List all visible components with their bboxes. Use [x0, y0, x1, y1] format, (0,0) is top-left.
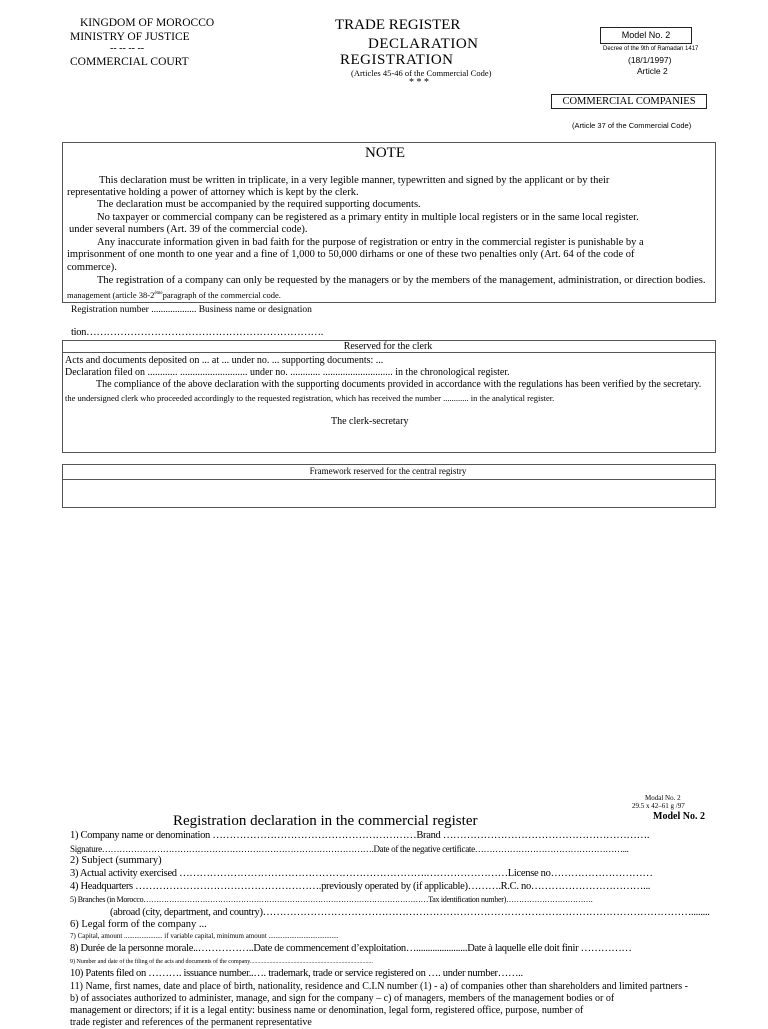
note-line: representative holding a power of attorney which is kept by the clerk. [67, 187, 359, 198]
form-line: management or directors; if it is a legal entity: business name or denomination, legal form, registered office, purpose, number of [70, 1005, 584, 1016]
note-superscript: ème [154, 291, 163, 296]
note-line-management [67, 288, 281, 301]
clerk-line: the undersigned clerk who proceeded accordingly to the requested registration, which has received the number ............ in the analytical register. [65, 393, 555, 403]
title-declaration: DECLARATION [368, 36, 479, 52]
header-separator: -- -- -- -- [110, 43, 145, 54]
clerk-line: Declaration filed on ............ ........................... under no. ............ ............................ in the chronological register. [65, 367, 510, 378]
header-kingdom: KINGDOM OF MOROCCO [80, 17, 215, 29]
form-line: 11) Name, first names, date and place of birth, nationality, residence and C.I.N number (1) - a) of companies other than shareholders and limited partners - [70, 981, 688, 992]
article-2: Article 2 [637, 66, 668, 76]
clerk-line: Acts and documents deposited on ... at ... under no. ... supporting documents: ... [65, 355, 384, 366]
note-management-text: management (article 38-2 [67, 289, 155, 300]
title-trade-register: TRADE REGISTER [335, 17, 461, 33]
note-paragraph-text: paragraph of the commercial code. [162, 289, 281, 300]
note-line: Any inaccurate information given in bad faith for the purpose of registration or entry in the commercial register is punishable by a [97, 237, 644, 248]
form-line: 2) Subject (summary) [70, 855, 162, 866]
form-line: 1) Company name or denomination ……………………………………………………Brand ……………………………………………………. [70, 830, 650, 841]
note-title: NOTE [365, 145, 405, 161]
note-line: The registration of a company can only be requested by the managers or by the members of the management, administration, or direction bodies. [97, 275, 706, 286]
header-court: COMMERCIAL COURT [70, 56, 189, 68]
decree-date: (18/1/1997) [628, 55, 672, 65]
form-line: 5) Branches (in Morocco…………………………………………………………………………………………………Tax identification number)……………………………. [70, 895, 593, 904]
page2-model-bold: Model No. 2 [653, 811, 705, 822]
note-line: This declaration must be written in triplicate, in a very legible manner, typewritten and signed by the applicant or by their [99, 175, 610, 186]
registration-number-line: Registration number ................... Business name or designation [71, 305, 312, 315]
form-line: 10) Patents filed on ………. issuance number..…. trademark, trade or service registered on …. under number…….. [70, 968, 523, 979]
form-line: 7) Capital, amount ...................... if variable capital, minimum amount ........................................ [70, 932, 339, 940]
registration-continuation-line: tion……………………………………………………………. [71, 327, 324, 338]
clerk-line: The compliance of the above declaration with the supporting documents provided in accordance with the regulations has been verified by the secretary. [96, 379, 702, 390]
form-line: Signature………………………………………………………………………………….Date of the negative certificate……………………………………………... [70, 844, 629, 854]
note-line: under several numbers (Art. 39 of the commercial code). [69, 224, 308, 235]
note-line: imprisonment of one month to one year and a fine of 1,000 to 50,000 dirhams or one of these two penalties only (Art. 64 of the code of [67, 249, 635, 260]
form-line: b) of associates authorized to administer, manage, and sign for the company – c) of managers, members of the management bodies or of [70, 993, 615, 1004]
title-registration: REGISTRATION [340, 52, 454, 68]
form-line: 8) Durée de la personne morale..……………..Date de commencement d’exploitation…......................Date à laquelle elle doit finir …………… [70, 943, 632, 954]
article-37: (Article 37 of the Commercial Code) [572, 121, 692, 130]
note-line: The declaration must be accompanied by the required supporting documents. [97, 199, 421, 210]
page2-format: 29.5 x 42–61 g /97 [632, 802, 685, 810]
header-ministry: MINISTRY OF JUSTICE [70, 31, 190, 43]
form-line: 3) Actual activity exercised ……………………………………………………………….……………………License no………………………… [70, 868, 653, 879]
form-line: trade register and references of the permanent representative [70, 1017, 312, 1028]
form-line: (abroad (city, department, and country)………………………………………………………………………………………………………………........ [110, 907, 710, 918]
central-registry-title: Framework reserved for the central registry [309, 466, 467, 476]
page2-model-small: Modal No. 2 [645, 794, 681, 802]
commercial-companies-box: COMMERCIAL COMPANIES [551, 94, 707, 109]
central-registry-divider [62, 479, 715, 480]
decree-text: Decree of the 9th of Ramadan 1417 [603, 46, 699, 52]
model-number-box: Model No. 2 [600, 27, 692, 44]
note-line: commerce). [67, 262, 117, 273]
form-line: 6) Legal form of the company ... [70, 919, 207, 930]
title-stars: * * * [409, 77, 429, 88]
clerk-signature: The clerk-secretary [331, 416, 409, 427]
clerk-title: Reserved for the clerk [343, 341, 433, 352]
page2-title: Registration declaration in the commercial register [173, 813, 478, 829]
clerk-box-divider [62, 352, 715, 353]
form-line: 4) Headquarters ……………………………………………….previously operated by (if applicable)……….R.C. no……………………………... [70, 881, 651, 892]
title-articles: (Articles 45-46 of the Commercial Code) [351, 68, 492, 78]
form-line: 9) Number and date of the filing of the acts and documents of the company.................................................................................. [70, 959, 373, 965]
note-line: No taxpayer or commercial company can be registered as a primary entity in multiple local registers or in the same local register. [97, 212, 639, 223]
